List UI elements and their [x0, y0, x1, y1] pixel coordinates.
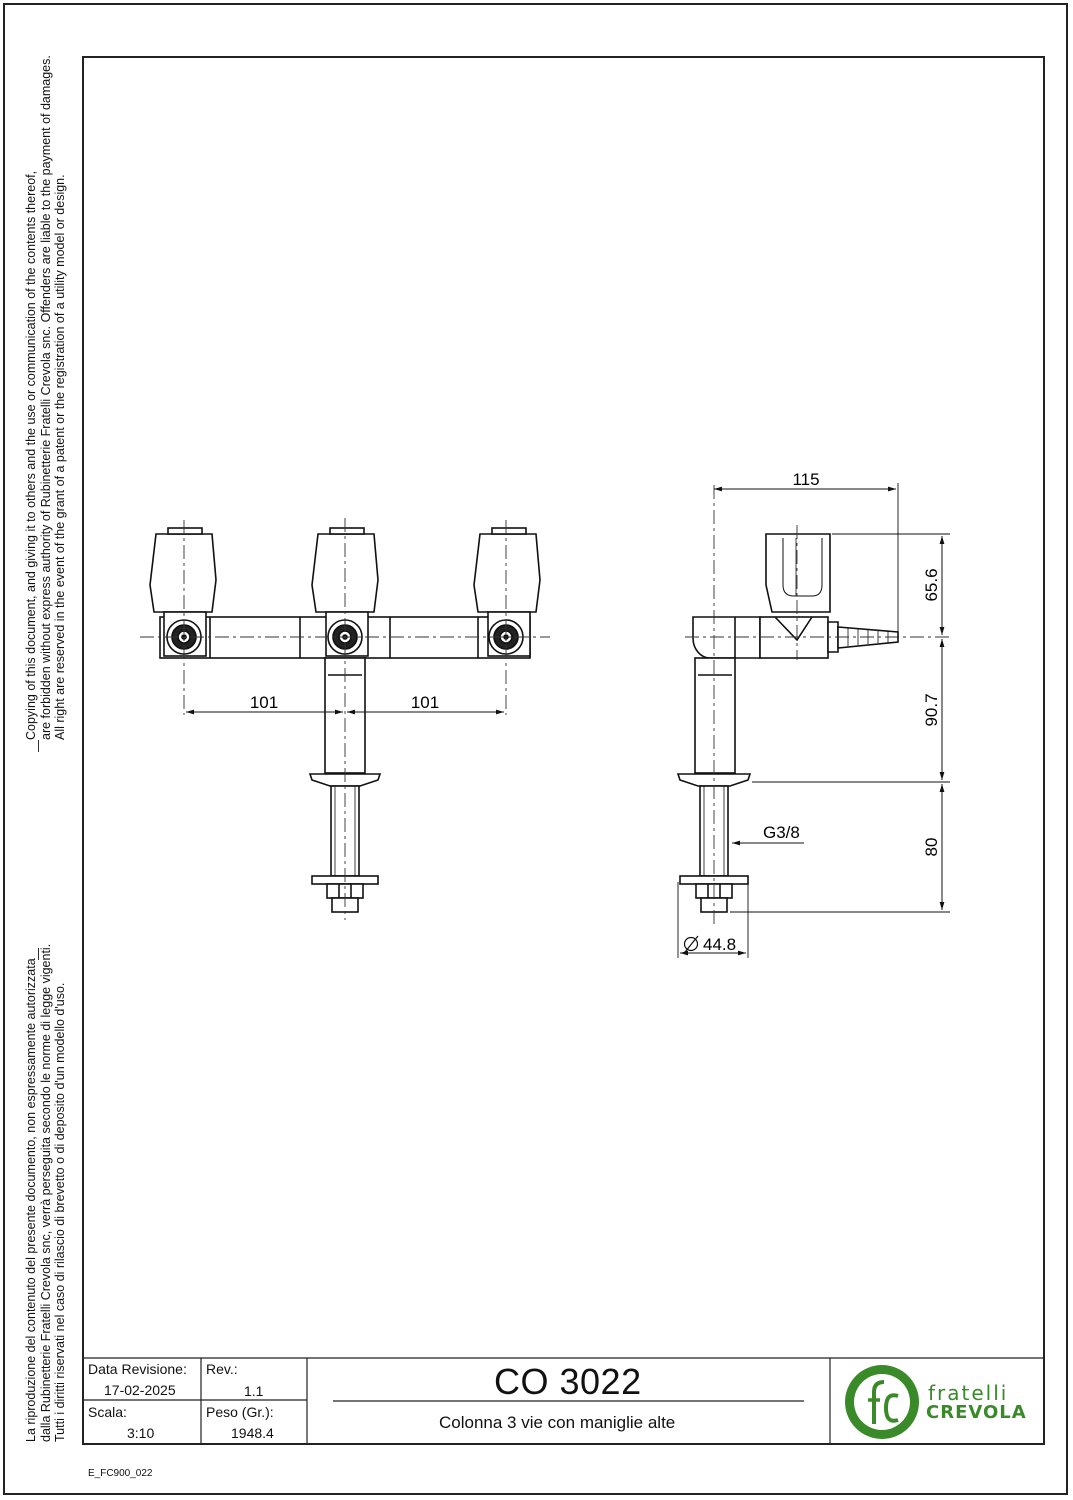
- logo-line-1: fratelli: [928, 1381, 1009, 1405]
- dim-front-left: 101: [249, 693, 279, 712]
- logo-line-2: CREVOLA: [926, 1402, 1027, 1423]
- peso-value: 1948.4: [231, 1425, 274, 1441]
- scala-label: Scala:: [88, 1404, 127, 1420]
- side-handle: [766, 534, 830, 612]
- legal-en-line-1: Copying of this document, and giving it to others and the use or communication of the contents thereof,: [24, 170, 38, 740]
- data-revisione-label: Data Revisione:: [88, 1361, 187, 1377]
- scala-value: 3:10: [127, 1425, 155, 1441]
- diameter-symbol-icon: [685, 936, 699, 952]
- company-logo-icon: [842, 1362, 922, 1442]
- legal-it-line-1: La riproduzione del contenuto del presente documento, non espressamente autorizzata: [24, 958, 38, 1442]
- rev-label: Rev.:: [206, 1361, 238, 1377]
- legal-en-line-2: are forbidden without express authority of Rubinetterie Fratelli Crevola snc. Offenders are liable to the payment of damages.: [38, 55, 53, 740]
- dim-front-right: 101: [410, 693, 440, 712]
- dim-side-shank-length: 80: [922, 837, 941, 857]
- dim-side-handle-height: 65.6: [922, 568, 941, 602]
- dim-diameter: 44.8: [703, 935, 737, 954]
- side-view: [678, 534, 898, 912]
- rev-value: 1.1: [244, 1383, 264, 1399]
- legal-it-line-2: dalla Rubinetterie Fratelli Crevola snc, verrà perseguita secondo le norme di legge vigenti.: [38, 943, 53, 1442]
- dim-side-width: 115: [792, 470, 820, 489]
- dim-side-body-height: 90.7: [922, 693, 941, 727]
- legal-it-line-3: Tutti i diritti riservati nel caso di rilascio di brevetto o di deposito d'un modello d'uso.: [53, 982, 67, 1442]
- file-reference: E_FC900_022: [88, 1468, 153, 1479]
- dim-thread: G3/8: [763, 823, 800, 842]
- data-revisione-value: 17-02-2025: [104, 1382, 176, 1398]
- peso-label: Peso (Gr.):: [206, 1404, 274, 1420]
- product-code: CO 3022: [494, 1361, 642, 1402]
- side-body: [693, 617, 760, 658]
- product-description: Colonna 3 vie con maniglie alte: [439, 1413, 676, 1432]
- legal-en-line-3: All right are reserved in the event of the grant of a patent or the registration of a utility model or design.: [53, 174, 67, 740]
